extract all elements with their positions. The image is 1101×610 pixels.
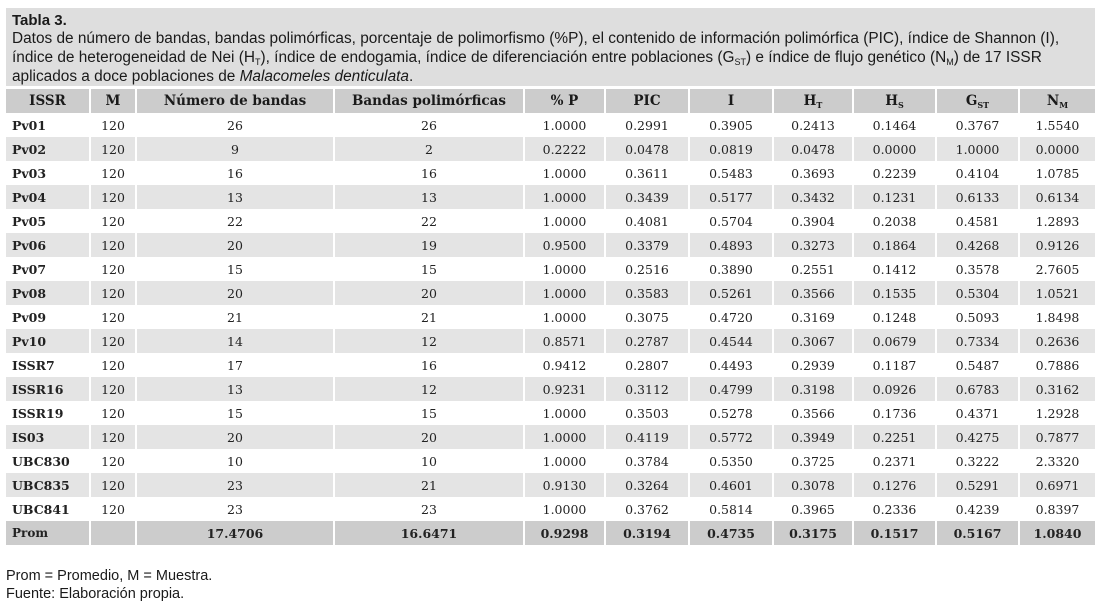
table-body: [6, 113, 1095, 521]
table-cell: 120: [90, 353, 136, 377]
table-cell: 1.0000: [936, 137, 1019, 161]
table-row: [6, 113, 1095, 137]
table-cell: 0.4268: [936, 233, 1019, 257]
table-cell: 1.0000: [524, 161, 605, 185]
table-cell: 120: [90, 281, 136, 305]
table-cell: 0.3784: [605, 449, 689, 473]
table-cell: 1.0000: [524, 497, 605, 521]
table-cell: 0.0679: [853, 329, 936, 353]
table-cell: 22: [334, 209, 524, 233]
table-cell: 0.2636: [1019, 329, 1095, 353]
table-cell: Pv06: [6, 233, 90, 257]
table-row: [6, 497, 1095, 521]
table-cell: 0.2222: [524, 137, 605, 161]
table-row: [6, 425, 1095, 449]
table-cell: Pv03: [6, 161, 90, 185]
table-cell: 0.3379: [605, 233, 689, 257]
table-cell: 0.0000: [853, 137, 936, 161]
table-label: Tabla 3.: [12, 12, 67, 29]
table-cell: 0.3578: [936, 257, 1019, 281]
table-cell: 120: [90, 401, 136, 425]
table-cell: 1.0000: [524, 281, 605, 305]
table-cell: 0.5483: [689, 161, 773, 185]
table-cell: 120: [90, 185, 136, 209]
table-cell: 0.1187: [853, 353, 936, 377]
column-header: PIC: [605, 89, 689, 113]
table-cell: 0.2413: [773, 113, 853, 137]
table-cell: 16: [334, 161, 524, 185]
table-cell: 17: [136, 353, 334, 377]
table-cell: 120: [90, 497, 136, 521]
table-cell: 15: [136, 401, 334, 425]
table-cell: 1.0785: [1019, 161, 1095, 185]
table-cell: 13: [334, 185, 524, 209]
table-cell: 0.5350: [689, 449, 773, 473]
table-row: [6, 473, 1095, 497]
table-cell: 0.4544: [689, 329, 773, 353]
table-cell: 120: [90, 209, 136, 233]
species-name: Malacomeles denticulata: [239, 68, 409, 85]
table-cell: 12: [334, 377, 524, 401]
table-cell: 15: [334, 401, 524, 425]
table-cell: 10: [136, 449, 334, 473]
table-cell: 0.5278: [689, 401, 773, 425]
table-cell: Pv01: [6, 113, 90, 137]
table-cell: Pv02: [6, 137, 90, 161]
table-cell: 0.3949: [773, 425, 853, 449]
table-cell: 0.1231: [853, 185, 936, 209]
table-cell: 0.6971: [1019, 473, 1095, 497]
table-cell: 0.0926: [853, 377, 936, 401]
table-cell: 0.3566: [773, 401, 853, 425]
table-cell: 0.3503: [605, 401, 689, 425]
table-cell: 0.3693: [773, 161, 853, 185]
table-cell: 0.9126: [1019, 233, 1095, 257]
table-cell: 0.1276: [853, 473, 936, 497]
table-row: [6, 281, 1095, 305]
table-cell: 0.1535: [853, 281, 936, 305]
table-cell: 0.2991: [605, 113, 689, 137]
table-notes: [6, 567, 212, 603]
table-cell: 0.3762: [605, 497, 689, 521]
table-cell: 1.8498: [1019, 305, 1095, 329]
column-header: Bandas polimórficas: [334, 89, 524, 113]
table-cell: 0.1464: [853, 113, 936, 137]
table-row: [6, 401, 1095, 425]
table-cell: 0.3112: [605, 377, 689, 401]
table-cell: 1.0000: [524, 425, 605, 449]
table-cell: 0.4239: [936, 497, 1019, 521]
table-cell: 0.1736: [853, 401, 936, 425]
table-cell: UBC830: [6, 449, 90, 473]
table-cell: 120: [90, 425, 136, 449]
table-cell: 0.7334: [936, 329, 1019, 353]
table-cell: ISSR16: [6, 377, 90, 401]
table-cell: 2.3320: [1019, 449, 1095, 473]
table-row: [6, 137, 1095, 161]
table-row: [6, 377, 1095, 401]
table-cell: 1.0000: [524, 305, 605, 329]
table-cell: 1.0000: [524, 257, 605, 281]
table-cell: 0.4601: [689, 473, 773, 497]
table-cell: Pv05: [6, 209, 90, 233]
table-cell: 0.3725: [773, 449, 853, 473]
table-cell: 21: [136, 305, 334, 329]
table-cell: 0.2038: [853, 209, 936, 233]
table-cell: 0.3890: [689, 257, 773, 281]
table-cell: 0.3198: [773, 377, 853, 401]
table-cell: 1.0521: [1019, 281, 1095, 305]
table-cell: 0.5704: [689, 209, 773, 233]
table-cell: 1.0000: [524, 449, 605, 473]
table-caption: [6, 8, 1095, 86]
table-cell: 120: [90, 137, 136, 161]
table-footer-cell: 1.0840: [1019, 521, 1095, 545]
table-cell: Pv04: [6, 185, 90, 209]
table-cell: 20: [334, 425, 524, 449]
table-cell: 0.5304: [936, 281, 1019, 305]
table-cell: 12: [334, 329, 524, 353]
table-cell: 0.0819: [689, 137, 773, 161]
table-cell: Pv07: [6, 257, 90, 281]
table-cell: 0.2251: [853, 425, 936, 449]
table-row: [6, 185, 1095, 209]
table-cell: UBC841: [6, 497, 90, 521]
table-cell: 0.3439: [605, 185, 689, 209]
table-cell: 0.6133: [936, 185, 1019, 209]
table-footer-cell: Prom: [6, 521, 90, 545]
column-header: I: [689, 89, 773, 113]
table-cell: 1.0000: [524, 113, 605, 137]
table-cell: 0.1248: [853, 305, 936, 329]
table-cell: 0.2336: [853, 497, 936, 521]
table-cell: 0.3075: [605, 305, 689, 329]
table-cell: 26: [136, 113, 334, 137]
table-cell: 0.7886: [1019, 353, 1095, 377]
table-footer-row: [6, 521, 1095, 545]
table-cell: 0.1412: [853, 257, 936, 281]
table-cell: 0.0000: [1019, 137, 1095, 161]
table-footer-cell: 0.3175: [773, 521, 853, 545]
table-footer-cell: 0.4735: [689, 521, 773, 545]
table-cell: 0.3583: [605, 281, 689, 305]
table-cell: 0.3566: [773, 281, 853, 305]
table-cell: 0.3264: [605, 473, 689, 497]
table-cell: 20: [136, 281, 334, 305]
table-cell: 120: [90, 233, 136, 257]
table-cell: 2.7605: [1019, 257, 1095, 281]
table-footer-cell: 0.5167: [936, 521, 1019, 545]
table-cell: 26: [334, 113, 524, 137]
issr-data-table: [6, 89, 1095, 545]
table-cell: 14: [136, 329, 334, 353]
table-cell: Pv10: [6, 329, 90, 353]
table-cell: 23: [136, 497, 334, 521]
table-row: [6, 305, 1095, 329]
table-cell: 0.7877: [1019, 425, 1095, 449]
table-cell: 16: [136, 161, 334, 185]
table-cell: 15: [136, 257, 334, 281]
table-cell: 0.2239: [853, 161, 936, 185]
table-cell: 0.5814: [689, 497, 773, 521]
table-cell: 1.0000: [524, 209, 605, 233]
table-cell: 0.9412: [524, 353, 605, 377]
column-header: $N_M$: [1019, 89, 1095, 113]
column-header: M: [90, 89, 136, 113]
column-header: $H_S$: [853, 89, 936, 113]
table-cell: 0.6783: [936, 377, 1019, 401]
table-cell: 0.4799: [689, 377, 773, 401]
table-cell: 19: [334, 233, 524, 257]
table-cell: 0.4581: [936, 209, 1019, 233]
table-cell: ISSR19: [6, 401, 90, 425]
table-description: Datos de número de bandas, bandas polimórficas, porcentaje de polimorfismo (%P), el contenido de información polimórfica (PIC), índice de Shannon (I), índice de heterogeneidad de Nei $(H_T)$, índice de endogamia, índice de diferenciación entre poblaciones $(G_{ST})$ e índice de flujo genético $(N_M)$ de 17 ISSR aplicados a doce poblaciones de Malacomeles denticulata.: [12, 30, 1060, 85]
table-cell: 0.5487: [936, 353, 1019, 377]
table-footer-cell: [90, 521, 136, 545]
table-cell: 0.2371: [853, 449, 936, 473]
table-cell: 0.5177: [689, 185, 773, 209]
table-cell: 1.0000: [524, 185, 605, 209]
table-row: [6, 353, 1095, 377]
table-cell: 0.4275: [936, 425, 1019, 449]
table-cell: 10: [334, 449, 524, 473]
table-cell: 0.5772: [689, 425, 773, 449]
column-header: ISSR: [6, 89, 90, 113]
table-cell: 120: [90, 113, 136, 137]
table-footer-cell: 16.6471: [334, 521, 524, 545]
table-cell: UBC835: [6, 473, 90, 497]
table-cell: 0.3432: [773, 185, 853, 209]
table-row: [6, 161, 1095, 185]
table-row: [6, 233, 1095, 257]
table-row: [6, 209, 1095, 233]
table-cell: 20: [136, 233, 334, 257]
table-cell: 120: [90, 329, 136, 353]
table-cell: 0.5261: [689, 281, 773, 305]
table-cell: 13: [136, 185, 334, 209]
column-header: $H_T$: [773, 89, 853, 113]
table-cell: 0.2551: [773, 257, 853, 281]
table-cell: 0.3162: [1019, 377, 1095, 401]
table-cell: 0.3273: [773, 233, 853, 257]
column-header: $G_{ST}$: [936, 89, 1019, 113]
table-row: [6, 449, 1095, 473]
table-cell: 9: [136, 137, 334, 161]
table-cell: Pv09: [6, 305, 90, 329]
table-cell: 0.6134: [1019, 185, 1095, 209]
table-cell: 0.8397: [1019, 497, 1095, 521]
table-cell: 120: [90, 473, 136, 497]
table-row: [6, 329, 1095, 353]
table-cell: 23: [136, 473, 334, 497]
table-cell: 0.4371: [936, 401, 1019, 425]
table-footer-cell: 0.1517: [853, 521, 936, 545]
table-cell: 20: [334, 281, 524, 305]
table-cell: 0.2807: [605, 353, 689, 377]
table-cell: 120: [90, 161, 136, 185]
table-cell: Pv08: [6, 281, 90, 305]
table-cell: 0.3611: [605, 161, 689, 185]
table-cell: ISSR7: [6, 353, 90, 377]
table-cell: 1.2893: [1019, 209, 1095, 233]
table-footer-cell: 17.4706: [136, 521, 334, 545]
table-cell: 0.9130: [524, 473, 605, 497]
table-footer-cell: 0.9298: [524, 521, 605, 545]
column-header: Número de bandas: [136, 89, 334, 113]
table-cell: 0.4720: [689, 305, 773, 329]
table-cell: 120: [90, 377, 136, 401]
table-cell: 2: [334, 137, 524, 161]
table-cell: 1.0000: [524, 401, 605, 425]
table-cell: 0.2516: [605, 257, 689, 281]
table-cell: 120: [90, 305, 136, 329]
table-cell: 21: [334, 473, 524, 497]
table-cell: 0.0478: [605, 137, 689, 161]
table-cell: 0.5093: [936, 305, 1019, 329]
table-cell: 0.3904: [773, 209, 853, 233]
table-cell: 23: [334, 497, 524, 521]
table-cell: 0.0478: [773, 137, 853, 161]
table-cell: IS03: [6, 425, 90, 449]
table-cell: 0.3905: [689, 113, 773, 137]
table-cell: 0.2787: [605, 329, 689, 353]
table-cell: 0.9231: [524, 377, 605, 401]
table-cell: 0.8571: [524, 329, 605, 353]
table-header-row: [6, 89, 1095, 113]
source-note: Fuente: Elaboración propia.: [6, 586, 185, 602]
table-cell: 15: [334, 257, 524, 281]
table-cell: 1.5540: [1019, 113, 1095, 137]
table-cell: 0.4893: [689, 233, 773, 257]
table-cell: 0.4493: [689, 353, 773, 377]
table-cell: 120: [90, 257, 136, 281]
table-footer-cell: 0.3194: [605, 521, 689, 545]
table-cell: 0.3078: [773, 473, 853, 497]
table-cell: 0.4081: [605, 209, 689, 233]
column-header: % P: [524, 89, 605, 113]
table-cell: 0.4104: [936, 161, 1019, 185]
table-cell: 0.3767: [936, 113, 1019, 137]
table-cell: 1.2928: [1019, 401, 1095, 425]
table-cell: 16: [334, 353, 524, 377]
table-cell: 0.1864: [853, 233, 936, 257]
table-cell: 0.5291: [936, 473, 1019, 497]
table-cell: 0.3222: [936, 449, 1019, 473]
table-cell: 20: [136, 425, 334, 449]
abbreviations-note: Prom = Promedio, M = Muestra.: [6, 568, 213, 584]
table-cell: 13: [136, 377, 334, 401]
table-cell: 21: [334, 305, 524, 329]
table-cell: 22: [136, 209, 334, 233]
table-cell: 0.9500: [524, 233, 605, 257]
table-cell: 0.3169: [773, 305, 853, 329]
table-cell: 0.3965: [773, 497, 853, 521]
table-cell: 0.3067: [773, 329, 853, 353]
table-cell: 0.4119: [605, 425, 689, 449]
table-row: [6, 257, 1095, 281]
table-cell: 0.2939: [773, 353, 853, 377]
table-cell: 120: [90, 449, 136, 473]
